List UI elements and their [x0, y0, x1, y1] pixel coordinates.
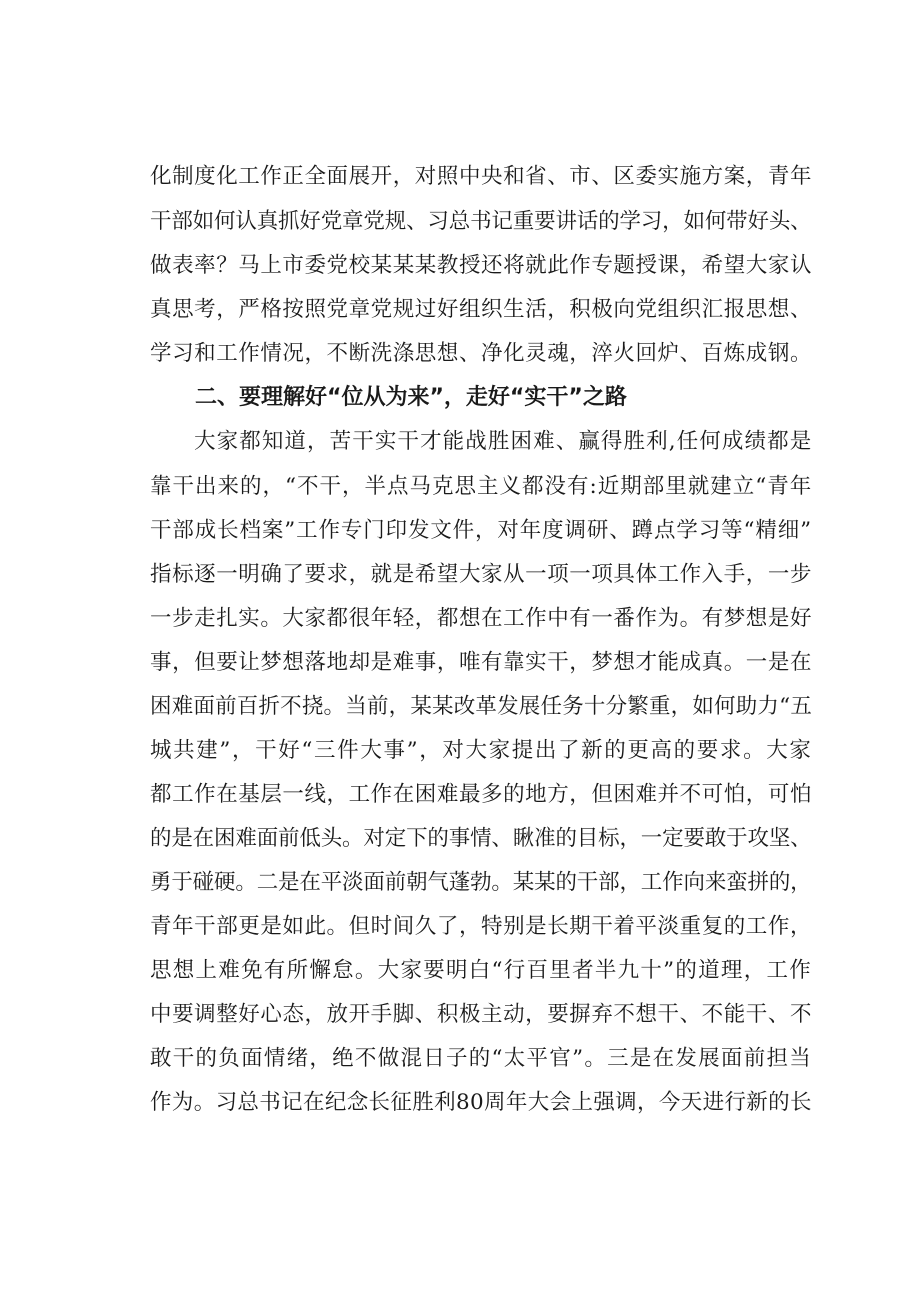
- paragraph-1-line-3: 做表率？马上市委党校某某某教授还将就此作专题授课，希望大家认: [150, 253, 813, 278]
- paragraph-2-line-6: 事，但要让梦想落地却是难事，唯有靠实干，梦想才能成真。一是在: [150, 650, 813, 675]
- section-heading: 二、要理解好“位从为来”，走好“实干”之路: [195, 385, 627, 410]
- paragraph-2-line-8: 城共建”，干好“三件大事”，对大家提出了新的更高的要求。大家: [150, 738, 813, 763]
- paragraph-2-line-4: 指标逐一明确了要求，就是希望大家从一项一项具体工作入手，一步: [150, 562, 813, 587]
- paragraph-2-line-10: 的是在困难面前低头。对定下的事情、瞅准的目标，一定要敢于攻坚、: [150, 826, 812, 851]
- paragraph-2-line-7: 困难面前百折不挠。当前，某某改革发展任务十分繁重，如何助力“五: [150, 694, 813, 719]
- paragraph-1-line-4: 真思考，严格按照党章党规过好组织生活，积极向党组织汇报思想、: [150, 297, 813, 322]
- paragraph-2-line-11: 勇于碰硬。二是在平淡面前朝气蓬勃。某某的干部，工作向来蛮拼的，: [150, 870, 812, 895]
- paragraph-2-line-2: 靠干出来的，“不干，半点马克思主义都没有:近期部里就建立“青年: [150, 474, 813, 499]
- paragraph-2-line-13: 思想上难免有所懈怠。大家要明白“行百里者半九十”的道理，工作: [150, 958, 812, 983]
- paragraph-1-line-2: 干部如何认真抓好党章党规、习总书记重要讲话的学习，如何带好头、: [150, 209, 812, 234]
- paragraph-1-line-5: 学习和工作情况，不断洗涤思想、净化灵魂，淬火回炉、百炼成钢。: [150, 341, 813, 366]
- paragraph-2-line-9: 都工作在基层一线，工作在困难最多的地方，但困难并不可怕，可怕: [150, 782, 813, 807]
- paragraph-2-line-12: 青年干部更是如此。但时间久了，特别是长期干着平淡重复的工作，: [150, 914, 813, 939]
- paragraph-2-line-14: 中要调整好心态，放开手脚、积极主动，要摒弃不想干、不能干、不: [150, 1002, 813, 1027]
- paragraph-2-line-5: 一步走扎实。大家都很年轻，都想在工作中有一番作为。有梦想是好: [150, 606, 813, 631]
- paragraph-2-line-1: 大家都知道，苦干实干才能战胜困难、赢得胜利,任何成绩都是: [194, 429, 813, 454]
- paragraph-2-line-16: 作为。习总书记在纪念长征胜利80周年大会上强调，今天进行新的长: [150, 1090, 812, 1115]
- paragraph-1-line-1: 化制度化工作正全面展开，对照中央和省、市、区委实施方案，青年: [150, 164, 813, 189]
- paragraph-2-line-3: 干部成长档案”工作专门印发文件，对年度调研、蹲点学习等“精细”: [150, 518, 812, 543]
- paragraph-2-line-15: 敢干的负面情绪，绝不做混日子的“太平官”。三是在发展面前担当: [150, 1046, 812, 1071]
